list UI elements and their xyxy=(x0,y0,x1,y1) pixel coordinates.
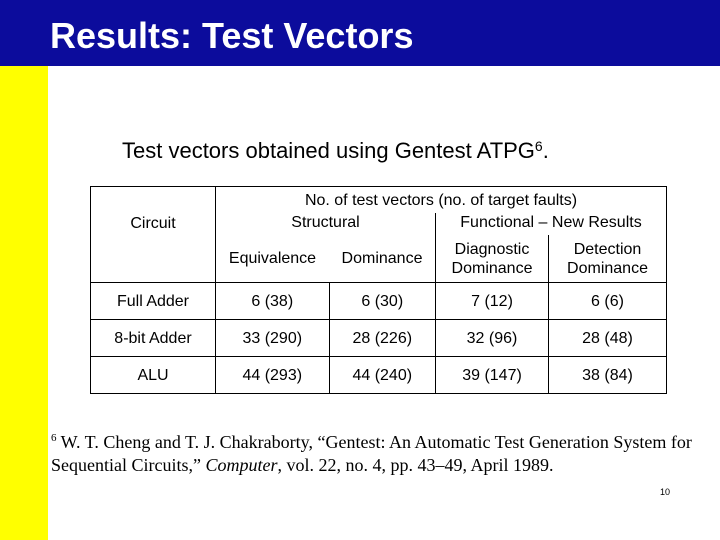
header-functional: Functional – New Results xyxy=(436,213,667,235)
cell-circuit: ALU xyxy=(91,357,216,394)
footnote xyxy=(51,427,716,477)
footnote-text-before: W. T. Cheng and T. J. Chakraborty, “Gentest: An Automatic Test Generation System for Sequential Circuits,” xyxy=(51,432,692,475)
cell-detection: 28 (48) xyxy=(549,320,667,357)
cell-equivalence: 6 (38) xyxy=(216,283,330,320)
cell-dominance: 6 (30) xyxy=(329,283,436,320)
cell-equivalence: 44 (293) xyxy=(216,357,330,394)
header-structural: Structural xyxy=(216,213,436,235)
cell-diagnostic: 7 (12) xyxy=(436,283,549,320)
test-vectors-table xyxy=(90,186,667,394)
header-diagnostic-line1: Diagnostic xyxy=(454,240,530,258)
cell-circuit: Full Adder xyxy=(91,283,216,320)
table-row xyxy=(91,320,667,357)
header-dominance: Dominance xyxy=(329,235,436,283)
table-header-row xyxy=(91,187,667,214)
left-accent-bar xyxy=(0,66,48,540)
slide-subtitle xyxy=(122,138,549,164)
cell-dominance: 44 (240) xyxy=(329,357,436,394)
cell-detection: 38 (84) xyxy=(549,357,667,394)
table-row xyxy=(91,357,667,394)
slide-title: Results: Test Vectors xyxy=(50,15,414,56)
cell-diagnostic: 39 (147) xyxy=(436,357,549,394)
title-bar xyxy=(0,0,720,66)
subtitle-reference: 6 xyxy=(534,138,543,154)
header-circuit: Circuit xyxy=(91,187,216,236)
header-circuit-spacer xyxy=(91,235,216,283)
header-group: No. of test vectors (no. of target faults) xyxy=(216,187,667,214)
cell-diagnostic: 32 (96) xyxy=(436,320,549,357)
cell-dominance: 28 (226) xyxy=(329,320,436,357)
cell-circuit: 8-bit Adder xyxy=(91,320,216,357)
table-row xyxy=(91,283,667,320)
header-detection-line2: Dominance xyxy=(567,259,648,277)
cell-equivalence: 33 (290) xyxy=(216,320,330,357)
header-detection-dominance xyxy=(549,235,667,283)
cell-detection: 6 (6) xyxy=(549,283,667,320)
footnote-text-after: , vol. 22, no. 4, pp. 43–49, April 1989. xyxy=(277,455,554,475)
header-equivalence: Equivalence xyxy=(216,235,330,283)
table-header-row xyxy=(91,235,667,283)
subtitle-period: . xyxy=(542,138,549,163)
footnote-journal: Computer xyxy=(205,455,278,475)
header-diagnostic-dominance xyxy=(436,235,549,283)
footnote-marker: 6 xyxy=(51,432,57,444)
header-diagnostic-line2: Dominance xyxy=(451,259,533,277)
subtitle-text: Test vectors obtained using Gentest ATPG xyxy=(122,138,535,163)
page-number: 10 xyxy=(660,487,671,497)
header-detection-line1: Detection xyxy=(573,240,642,258)
